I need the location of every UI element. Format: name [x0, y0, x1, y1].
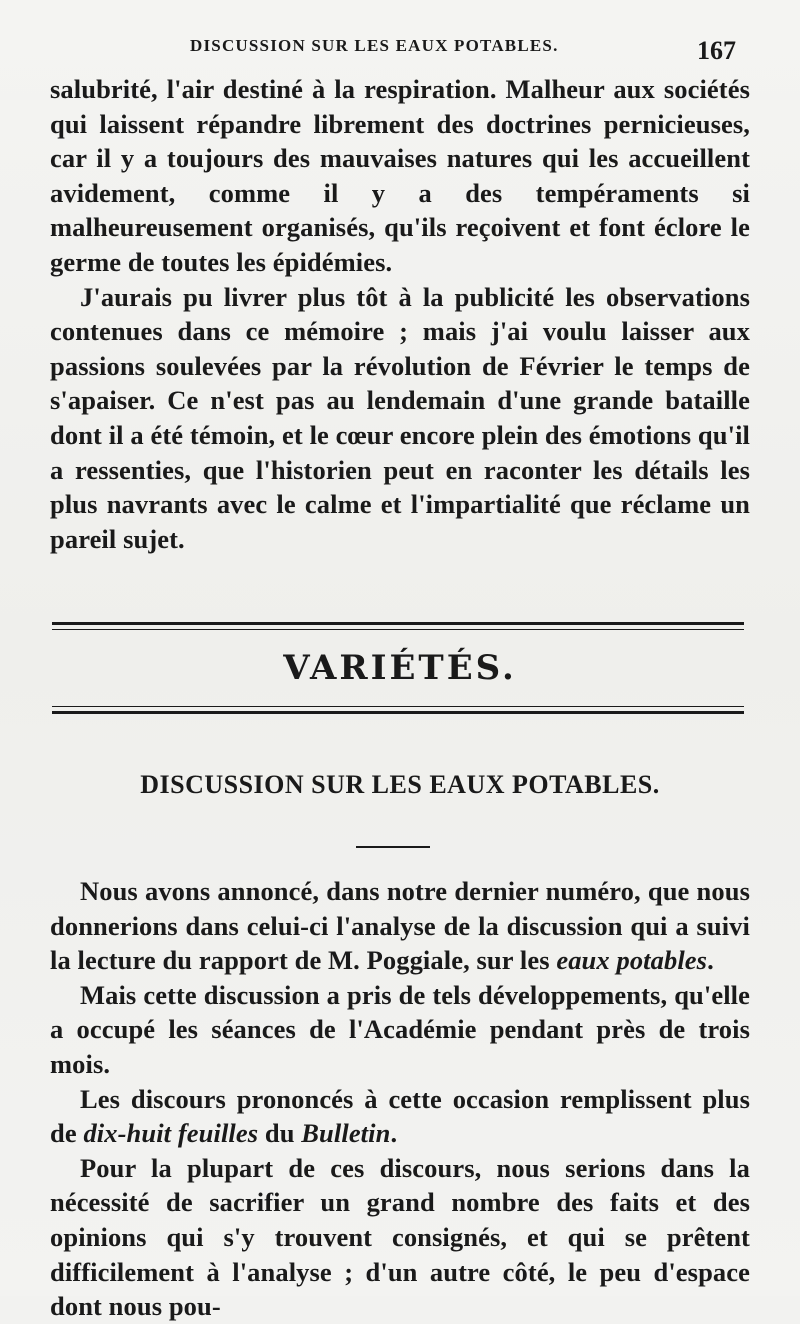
- section-rule-bottom-thick: [52, 711, 744, 714]
- article-paragraph-4: Pour la plupart de ces discours, nous serions dans la nécessité de sacrifier un grand nombre des faits et des opinions qui s'y trouvent consignés, et qui se prêtent difficilement à l'analyse ; d'un autre côté, le peu d'espace dont nous pou-: [50, 1152, 750, 1322]
- article-p3-end: .: [390, 1118, 398, 1149]
- section-rule-bottom-thin: [52, 706, 744, 707]
- article-p3-mid: du: [258, 1118, 302, 1149]
- running-head: DISCUSSION SUR LES EAUX POTABLES.: [190, 36, 559, 55]
- article-p3-text: Les discours prononcés à cette occasion remplissent plus de: [50, 1083, 750, 1149]
- article-title: DISCUSSION SUR LES EAUX POTABLES.: [140, 770, 660, 799]
- section-title: VARIÉTÉS.: [283, 648, 517, 688]
- title-underline: [356, 846, 430, 848]
- section-rule-top-thick: [52, 622, 744, 625]
- article-p1-emphasis: eaux potables: [556, 945, 708, 976]
- article-p1-text: Nous avons annoncé, dans notre dernier numéro, que nous donnerions dans celui-ci l'analyse de la discussion qui a suivi la lecture du rapport de M. Poggiale, sur les: [50, 876, 750, 976]
- article-p3-emphasis-2: Bulletin: [301, 1118, 391, 1149]
- page-number: 167: [697, 36, 736, 65]
- article-p1-end: .: [707, 945, 714, 976]
- article-paragraph-2: Mais cette discussion a pris de tels développements, qu'elle a occupé les séances de l'Académie pendant près de trois mois.: [50, 979, 750, 1079]
- article-text: [50, 874, 750, 1324]
- article-p3-emphasis-1: dix-huit feuilles: [83, 1118, 259, 1149]
- article-paragraph-3: [50, 1082, 750, 1151]
- intro-paragraph-1: salubrité, l'air destiné à la respiration. Malheur aux sociétés qui laissent répandre librement des doctrines pernicieuses, car il y a toujours des mauvaises natures qui les accueillent avidement, comme il y a des tempéraments si malheureusement organisés, qu'ils reçoivent et font éclore le germe de toutes les épidémies.: [50, 74, 750, 277]
- article-paragraph-1: [50, 874, 750, 978]
- intro-paragraph-2: J'aurais pu livrer plus tôt à la publicité les observations contenues dans ce mémoire ; mais j'ai voulu laisser aux passions soulevées par la révolution de Février le temps de s'apaiser. Ce n'est pas au lendemain d'une grande bataille dont il a été témoin, et le cœur encore plein des émotions qu'il a ressenties, que l'historien peut en raconter les détails les plus navrants avec le calme et l'impartialité que réclame un pareil sujet.: [50, 281, 750, 554]
- intro-text: [50, 72, 750, 556]
- section-rule-top-thin: [52, 629, 744, 630]
